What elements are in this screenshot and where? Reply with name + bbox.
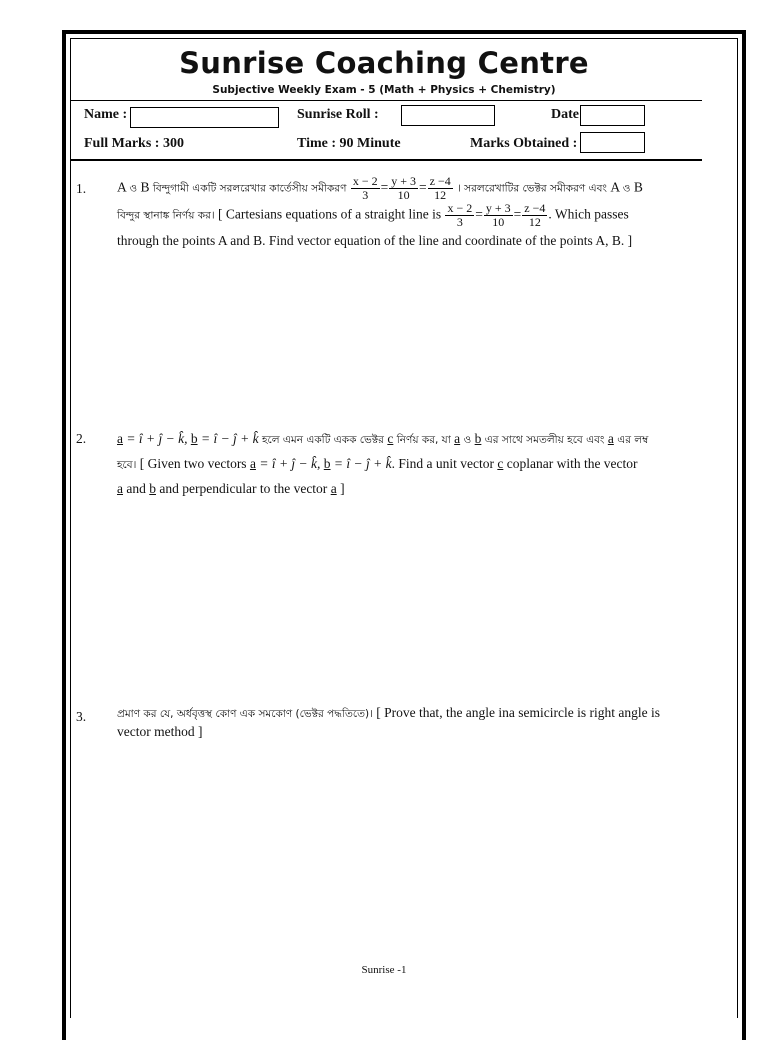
name-label: Name : — [84, 107, 128, 122]
full-marks-label: Full Marks : 300 — [84, 136, 184, 151]
fraction-y: $\frac{y + 3}{10}$ — [391, 174, 416, 202]
question-1-line-2: বিন্দুর স্থানাঙ্ক নির্ণয় কর। [ Cartesians equations of a straight line is $\frac{x - 2}{3}$ = $\frac{y + 3}{10}$ = $\frac{z -4}{12}$ . Which passes — [117, 201, 629, 229]
question-2-line-3: a and b and perpendicular to the vector a ] — [117, 481, 345, 496]
page-footer: Sunrise -1 — [361, 964, 407, 976]
question-2-number: 2. — [76, 431, 87, 446]
fraction-x: $\frac{x - 2}{3}$ — [352, 174, 378, 202]
fields-divider — [70, 159, 702, 161]
header-divider — [70, 100, 702, 101]
roll-label: Sunrise Roll : — [297, 107, 379, 122]
marks-obtained-field[interactable] — [580, 132, 645, 153]
page-title: Sunrise Coaching Centre — [179, 46, 589, 80]
date-label: Date — [551, 107, 579, 122]
question-3-text: প্রমাণ কর যে, অর্ধবৃত্তস্থ কোণ এক সমকোণ (ভেক্টর পদ্ধতিতে)। [ Prove that, the angle ina semicircle is right angle is vector method ] — [117, 705, 660, 739]
question-1-number: 1. — [76, 181, 87, 196]
date-field[interactable] — [580, 105, 645, 126]
fraction-z: $\frac{z -4}{12}$ — [429, 174, 451, 202]
question-2-text — [117, 427, 697, 501]
question-2-line-1: a = î + ĵ − k̂, b = î − ĵ + k̂ হলে এমন একটি একক ভেক্টর c নির্ণয় কর, যা a ও b এর সাথে সমতলীয় হবে এবং a এর লম্ব — [117, 431, 649, 446]
roll-field[interactable] — [401, 105, 495, 126]
question-3-number: 3. — [76, 709, 87, 724]
exam-subtitle: Subjective Weekly Exam - 5 (Math + Physics + Chemistry) — [212, 84, 556, 96]
question-2-line-2: হবে। [ Given two vectors a = î + ĵ − k̂, b = î − ĵ + k̂. Find a unit vector c coplanar with the vector — [117, 456, 638, 471]
question-1-text — [117, 175, 697, 253]
question-1-line-3: through the points A and B. Find vector equation of the line and coordinate of the points A, B. ] — [117, 233, 633, 248]
marks-obtained-label: Marks Obtained : — [470, 136, 578, 151]
question-1-line-1: A ও B বিন্দুগামী একটি সরলরেখার কার্তেসীয় সমীকরণ $\frac{x - 2}{3}$ = $\frac{y + 3}{10}$ = $\frac{z -4}{12}$ । সরলরেখাটির ভেক্টর সমীকরণ এবং A ও B — [117, 174, 643, 202]
time-label: Time : 90 Minute — [297, 136, 401, 151]
name-field[interactable] — [130, 107, 279, 128]
